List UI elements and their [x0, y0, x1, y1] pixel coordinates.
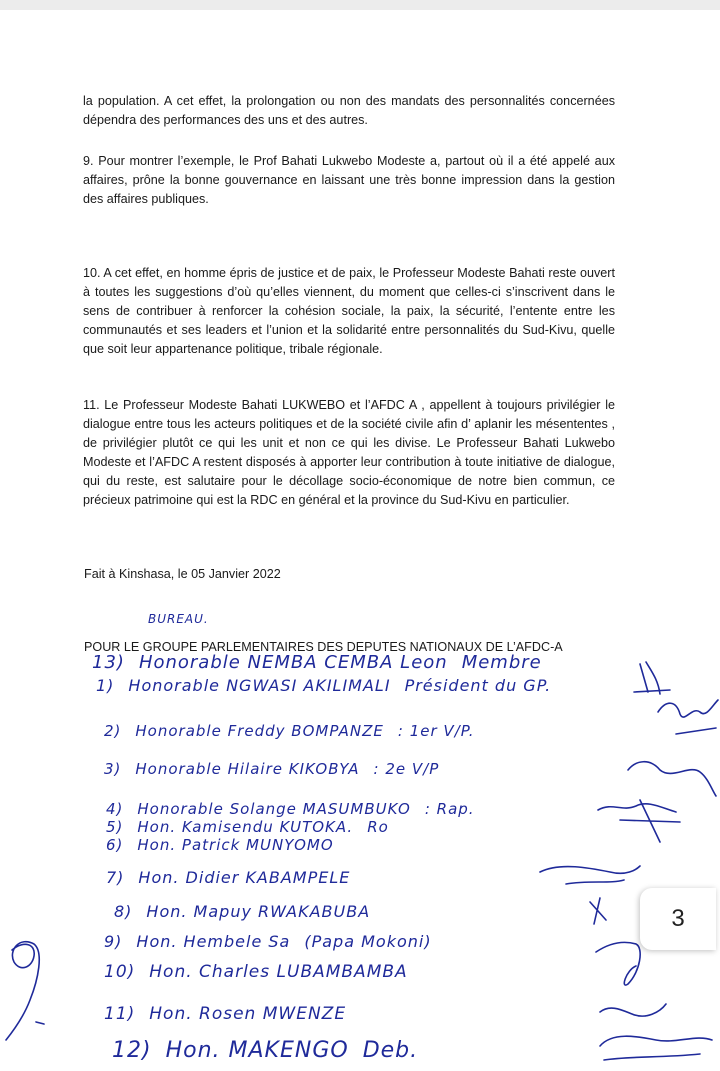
member-name: Honorable Hilaire KIKOBYA: [135, 760, 360, 778]
margin-mark: [6, 942, 39, 1040]
member-number: 4): [106, 800, 124, 818]
member-number: 7): [106, 868, 125, 887]
member-number: 11): [104, 1004, 136, 1024]
member-role: : 1er V/P.: [397, 722, 475, 740]
member-name: Hon. Patrick MUNYOMO: [137, 836, 334, 854]
member-name: Hon. Charles LUBAMBAMBA: [149, 962, 408, 982]
member-name: Hon. Kamisendu KUTOKA.: [137, 818, 354, 836]
member-number: 2): [104, 722, 122, 740]
paragraph-9: 9. Pour montrer l’exemple, le Prof Bahati Lukwebo Modeste a, partout où il a été appelé aux affaires, prône la bonne gouvernance en laissant une très bonne impression dans la gestion des affaires publiques.: [83, 154, 615, 206]
member-name: Hon. Mapuy RWAKABUBA: [146, 902, 371, 921]
member-name: Hon. Hembele Sa: [136, 932, 291, 951]
signature-mark: [628, 762, 716, 796]
member-name: Honorable NEMBA CEMBA Leon: [138, 652, 448, 673]
signature-mark: [600, 1036, 712, 1060]
page-indicator: 3: [640, 888, 716, 950]
member-number: 12): [112, 1038, 152, 1063]
signature-mark: [600, 1004, 666, 1016]
member-number: 6): [106, 836, 124, 854]
member-name: Hon. Didier KABAMPELE: [138, 868, 351, 887]
member-role: Deb.: [362, 1038, 419, 1063]
member-role: Membre: [461, 652, 542, 673]
member-role: : Rap.: [424, 800, 475, 818]
member-role: Ro: [367, 818, 389, 836]
member-role: Président du GP.: [404, 676, 552, 695]
signature-mark: [634, 662, 670, 694]
margin-mark: [36, 1022, 44, 1024]
member-number: 8): [114, 902, 133, 921]
place-date: Fait à Kinshasa, le 05 Janvier 2022: [84, 567, 281, 581]
member-number: 3): [104, 760, 122, 778]
member-name: Hon. MAKENGO: [165, 1038, 349, 1063]
signatory-insert: BUREAU.: [148, 612, 209, 626]
signatory-body: GROUPE PARLEMENTAIRES DES DEPUTES NATIONAUX DE L’AFDC-A: [142, 640, 563, 654]
signature-mark: [658, 700, 718, 734]
member-name: Honorable NGWASI AKILIMALI: [128, 676, 391, 695]
signatory-prefix: POUR LE: [84, 640, 140, 654]
member-role: (Papa Mokoni): [304, 932, 432, 951]
paragraph-intro: la population. A cet effet, la prolongation ou non des mandats des personnalités concernées dépendra des performances des uns et des autres.: [83, 94, 615, 127]
member-number: 9): [104, 932, 123, 951]
member-number: 10): [104, 962, 136, 982]
member-name: Honorable Solange MASUMBUKO: [137, 800, 411, 818]
member-name: Hon. Rosen MWENZE: [149, 1004, 347, 1024]
paragraph-11: 11. Le Professeur Modeste Bahati LUKWEBO et l’AFDC A , appellent à toujours privilégier le dialogue entre tous les acteurs politiques et de la société civile afin d’ aplanir les mésententes , de privilégier plutôt ce qui les unit et non ce qui les divise. Le Professeur Bahati Lukwebo Modeste et l’AFDC A restent disposés à apporter leur contribution à toute initiative de dialogue, qui du reste, est salutaire pour le décollage socio-économique de notre bien commun, ce précieux patrimoine qui est la RDC en général et la province du Sud-Kivu en particulier.: [83, 398, 615, 507]
paragraph-10: 10. A cet effet, en homme épris de justice et de paix, le Professeur Modeste Bahati reste ouvert à toutes les suggestions d’où qu’elles viennent, du moment que celles-ci s’inscrivent dans le sens de contribuer à renforcer la cohésion sociale, la paix, la sécurité, l’entente entre les communautés et ses leaders et l’union et la solidarité entre personnalités du Sud-Kivu, quelle que soit leur appartenance politique, tribale régionale.: [83, 266, 615, 356]
member-name: Honorable Freddy BOMPANZE: [135, 722, 384, 740]
signature-mark: [598, 800, 680, 842]
signature-mark: [540, 866, 640, 884]
signature-mark: [596, 942, 640, 985]
member-number: 13): [92, 652, 125, 673]
member-number: 5): [106, 818, 124, 836]
signature-mark: [590, 898, 606, 924]
member-number: 1): [96, 676, 115, 695]
member-role: : 2e V/P: [373, 760, 440, 778]
